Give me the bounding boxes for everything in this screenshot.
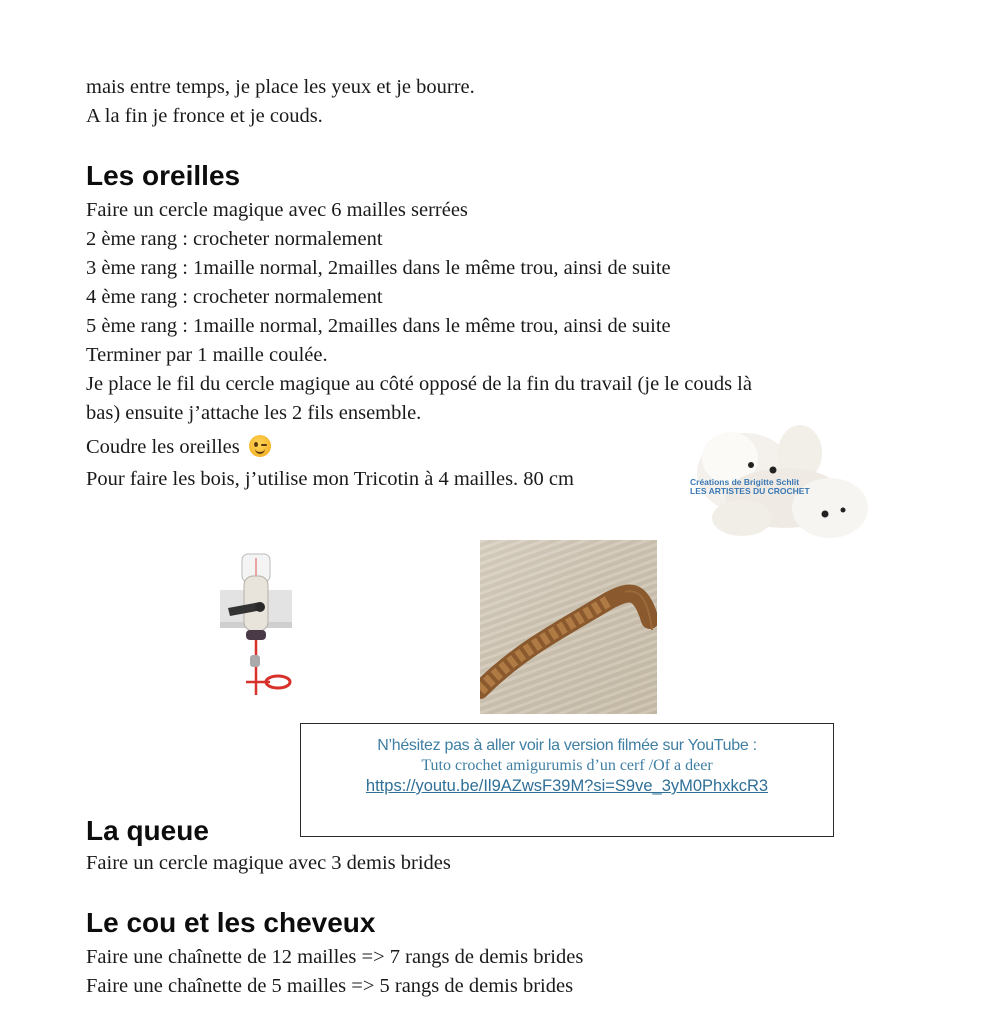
winking-face-icon	[249, 435, 271, 457]
intro-line-1: mais entre temps, je place les yeux et je bourre.	[86, 76, 475, 98]
heading-queue: La queue	[86, 815, 209, 846]
queue-line-1: Faire un cercle magique avec 3 demis brides	[86, 852, 451, 874]
sew-ears-text: Coudre les oreilles	[86, 436, 240, 458]
youtube-link[interactable]: https://youtu.be/Il9AZwsF39M?si=S9ve_3yM0PhxkcR3	[365, 777, 769, 795]
oreilles-line-7: Je place le fil du cercle magique au côté opposé de la fin du travail (je le couds là	[86, 373, 752, 395]
oreilles-line-6: Terminer par 1 maille coulée.	[86, 344, 328, 366]
tricotin-illustration	[218, 550, 298, 700]
oreilles-line-4: 4 ème rang : crocheter normalement	[86, 286, 383, 308]
oreilles-line-2: 2 ème rang : crocheter normalement	[86, 228, 383, 250]
intro-line-2: A la fin je fronce et je couds.	[86, 105, 323, 127]
cou-line-1: Faire une chaînette de 12 mailles => 7 rangs de demis brides	[86, 946, 584, 968]
oreilles-line-3: 3 ème rang : 1maille normal, 2mailles dans le même trou, ainsi de suite	[86, 257, 671, 279]
sew-ears-line	[86, 435, 271, 459]
cord-illustration	[480, 540, 657, 714]
knitted-cord-image	[480, 540, 657, 714]
youtube-invite-text: N’hésitez pas à aller voir la version filmée sur YouTube :	[377, 737, 757, 754]
heading-oreilles: Les oreilles	[86, 160, 241, 191]
tricotin-image	[218, 550, 298, 700]
youtube-info-box	[300, 723, 834, 837]
youtube-video-title: Tuto crochet amigurumis d’un cerf /Of a deer	[421, 757, 713, 774]
crochet-dogs-image	[690, 418, 870, 548]
watermark-line-1: Créations de Brigitte Schlit	[690, 477, 800, 487]
oreilles-line-8: bas) ensuite j’attache les 2 fils ensemble.	[86, 402, 422, 424]
oreilles-line-5: 5 ème rang : 1maille normal, 2mailles dans le même trou, ainsi de suite	[86, 315, 671, 337]
oreilles-line-1: Faire un cercle magique avec 6 mailles serrées	[86, 199, 468, 221]
watermark-line-2: LES ARTISTES DU CROCHET	[690, 486, 810, 496]
heading-cou: Le cou et les cheveux	[86, 907, 376, 938]
cou-line-2: Faire une chaînette de 5 mailles => 5 rangs de demis brides	[86, 975, 574, 997]
dogs-watermark	[690, 478, 810, 496]
bois-line: Pour faire les bois, j’utilise mon Tricotin à 4 mailles. 80 cm	[86, 468, 574, 490]
